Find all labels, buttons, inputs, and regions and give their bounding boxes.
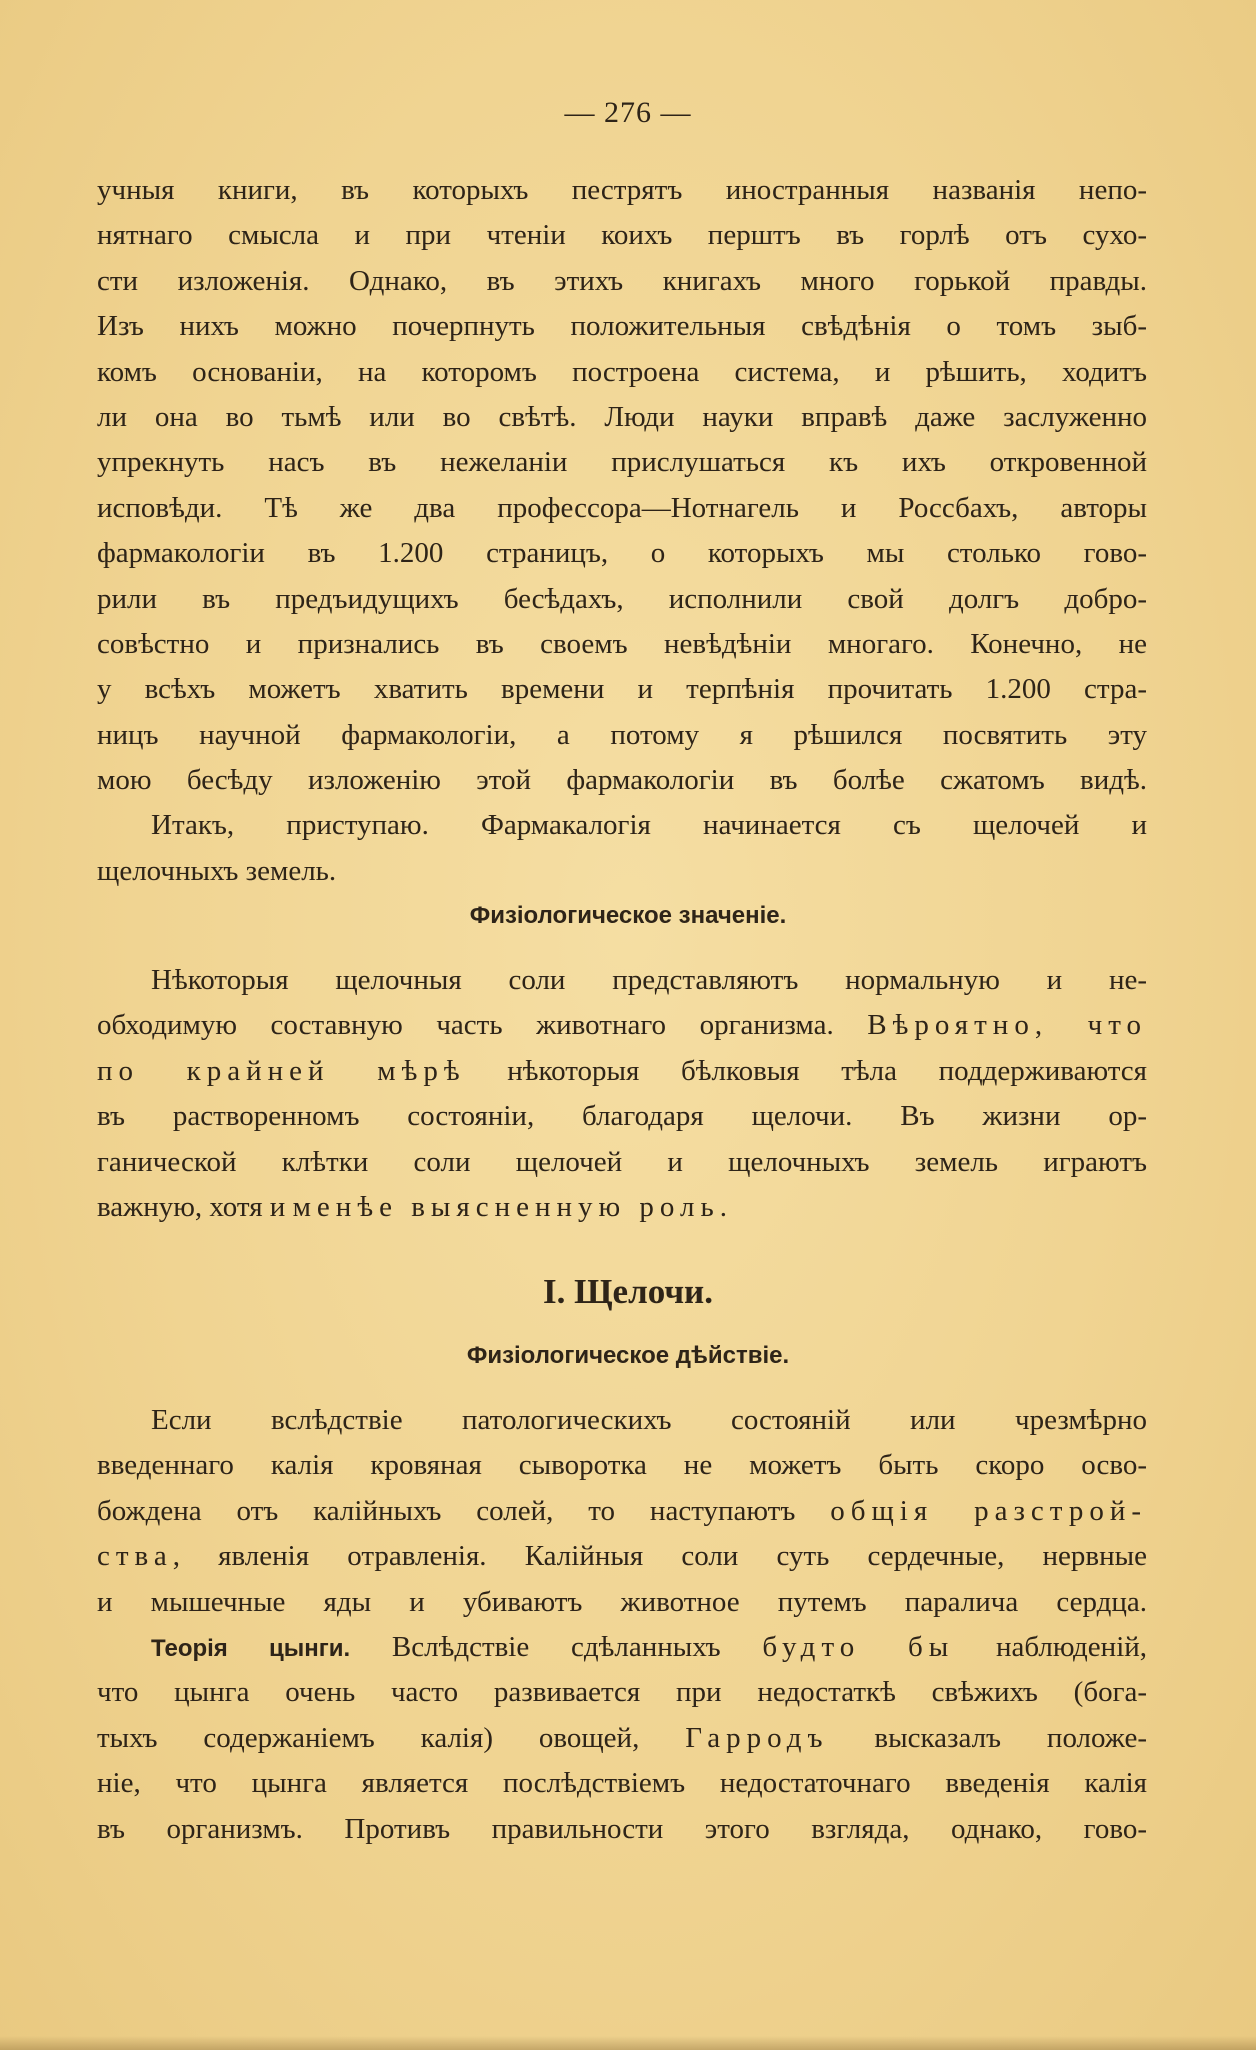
section-heading-physiological-meaning: Физіологическое значеніе. bbox=[469, 902, 787, 929]
text-line: нятнаго смысла и при чтеніи коихъ перштъ въ горлѣ отъ сухо- bbox=[97, 219, 1147, 252]
text-line: фармакологіи въ 1.200 страницъ, о которыхъ мы столько гово- bbox=[97, 537, 1147, 570]
paragraph-1 bbox=[97, 168, 1147, 894]
text-line: у всѣхъ можетъ хватить времени и терпѣнія прочитать 1.200 стра- bbox=[97, 673, 1147, 706]
text-line: учныя книги, въ которыхъ пестрятъ иностранныя названія непо- bbox=[97, 174, 1147, 206]
text-line: Изъ нихъ можно почерпнуть положительныя свѣдѣнія о томъ зыб- bbox=[97, 310, 1147, 343]
text-line: ганической клѣтки соли щелочей и щелочныхъ земель играютъ bbox=[97, 1145, 1147, 1178]
text-line: сти изложенія. Однако, въ этихъ книгахъ много горькой правды. bbox=[97, 264, 1147, 297]
text-line: мою бесѣду изложенію этой фармакологіи въ болѣе сжатомъ видѣ. bbox=[97, 764, 1147, 797]
text-line: введеннаго калія кровяная сыворотка не можетъ быть скоро осво- bbox=[97, 1449, 1147, 1482]
text-line: въ растворенномъ состояніи, благодаря щелочи. Въ жизни ор- bbox=[97, 1100, 1147, 1133]
paragraph-4 bbox=[97, 1398, 1147, 1852]
text-line: рили въ предъидущихъ бесѣдахъ, исполнили свой долгъ добро- bbox=[97, 582, 1147, 615]
text-line: Итакъ, приступаю. Фармакалогія начинается съ щелочей и bbox=[151, 809, 1147, 842]
text-line: Если вслѣдствіе патологическихъ состояній или чрезмѣрно bbox=[151, 1404, 1147, 1436]
scurvy-theory-label: Теорія цынги. bbox=[151, 1634, 351, 1662]
text-line: ли она во тьмѣ или во свѣтѣ. Люди науки вправѣ даже заслуженно bbox=[97, 400, 1147, 433]
text-line: по крайней мѣрѣ нѣкоторыя бѣлковыя тѣла поддерживаются bbox=[97, 1054, 1147, 1087]
text-line: совѣстно и признались въ своемъ невѣдѣніи многаго. Конечно, не bbox=[97, 627, 1147, 660]
text-line: исповѣди. Тѣ же два профессора—Нотнагель и Россбахъ, авторы bbox=[97, 491, 1147, 524]
text-line: ницъ научной фармакологіи, а потому я рѣшился посвятить эту bbox=[97, 718, 1147, 751]
text-line: бождена отъ калійныхъ солей, то наступаютъ общія разстрой- bbox=[97, 1494, 1147, 1527]
text-line: тыхъ содержаніемъ калія) овощей, Гарродъ высказалъ положе- bbox=[97, 1721, 1147, 1754]
text-line: ніе, что цынга является послѣдствіемъ недостаточнаго введенія калія bbox=[97, 1767, 1147, 1800]
text-line: что цынга очень часто развивается при недостаткѣ свѣжихъ (бога- bbox=[97, 1676, 1147, 1709]
text-line: обходимую составную часть животнаго организма. Вѣроятно, что bbox=[97, 1009, 1147, 1042]
section-heading-physiological-action: Физіологическое дѣйствіе. bbox=[466, 1342, 790, 1369]
page-edge-shadow bbox=[0, 2036, 1256, 2050]
text-line: и мышечные яды и убиваютъ животное путемъ паралича сердца. bbox=[97, 1585, 1147, 1618]
chapter-heading-alkalis: I. Щелочи. bbox=[543, 1272, 713, 1311]
page-number: — 276 — bbox=[564, 96, 692, 129]
text-line: Нѣкоторыя щелочныя соли представляютъ нормальную и не- bbox=[151, 964, 1147, 996]
text-line: важную, хотя и менѣе выясненную роль. bbox=[97, 1190, 733, 1223]
text-line: Теорія цынги. Вслѣдствіе сдѣланныхъ будто бы наблюденій, bbox=[151, 1630, 1148, 1663]
text-line: ства, явленія отравленія. Калійныя соли суть сердечные, нервные bbox=[97, 1540, 1147, 1573]
text-line: щелочныхъ земель. bbox=[97, 854, 337, 887]
text-line: упрекнуть насъ въ нежеланіи прислушаться къ ихъ откровенной bbox=[97, 446, 1147, 479]
text-line: въ организмъ. Противъ правильности этого взгляда, однако, гово- bbox=[97, 1812, 1147, 1845]
paragraph-3 bbox=[97, 958, 1147, 1230]
text-line: комъ основаніи, на которомъ построена система, и рѣшить, ходитъ bbox=[97, 355, 1147, 388]
